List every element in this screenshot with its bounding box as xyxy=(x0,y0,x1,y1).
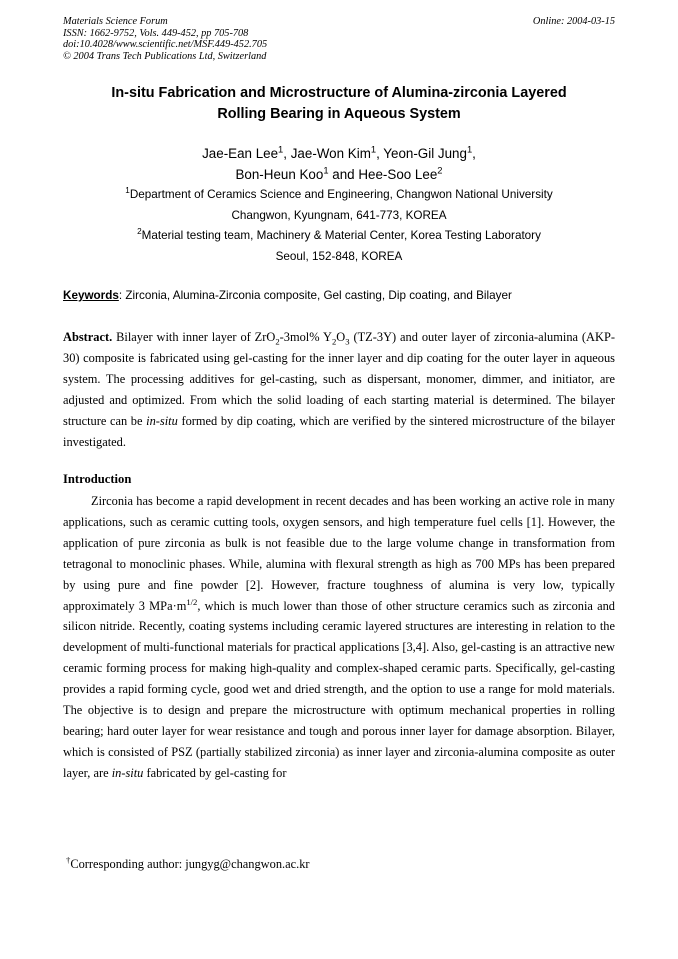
author-name: Hee-Soo Lee xyxy=(358,167,438,182)
author-affil-sup: 1 xyxy=(278,144,284,155)
title-line-2: Rolling Bearing in Aqueous System xyxy=(217,106,461,122)
author-affil-sup: 1 xyxy=(466,144,473,155)
keywords xyxy=(63,289,615,302)
abstract-text: (TZ-3Y) and outer layer of zirconia-alumina (AKP-30) composite is fabricated using gel-casting for the inner layer and dip coating for the outer layer in aqueous system. The processing additives for gel-casting, such as dispersant, monomer, dimmer, and initiator, are adjusted and optimized. From which the solid loading of each starting material is determined. The bilayer structure can be xyxy=(63,330,615,428)
affiliation-text: Material testing team, Machinery & Material Center, Korea Testing Laboratory xyxy=(141,229,541,242)
keywords-text: : Zirconia, Alumina-Zirconia composite, Gel casting, Dip coating, and Bilayer xyxy=(118,289,512,302)
affiliation-2-line-1 xyxy=(60,227,618,244)
affiliation-sup: 2 xyxy=(137,227,142,237)
footnote xyxy=(66,854,310,872)
body-text: Zirconia has become a rapid development in recent decades and has been working an active role in many applications, such as ceramic cutting tools, oxygen sensors, and high temperature fuel cells [1]. However, the application of pure zirconia as bulk is not feasible due to the large volume change in transformation from tetragonal to monoclinic phases. While, alumina with flexural strength as high as 700 MPs has been prepared by using pure and fine powder [2]. However, fracture toughness of alumina is very low, typically approximately 3 MPa·m xyxy=(63,494,615,613)
introduction-body xyxy=(63,491,615,784)
separator: and xyxy=(332,167,355,182)
journal-header xyxy=(63,16,267,62)
journal-name: Materials Science Forum xyxy=(63,16,168,27)
superscript: 1/2 xyxy=(186,596,198,607)
affiliation-address: Seoul, 152-848, KOREA xyxy=(275,250,403,263)
affiliation-address: Changwon, Kyungnam, 641-773, KOREA xyxy=(231,209,447,222)
paper-title xyxy=(60,83,618,125)
author-affil-sup: 2 xyxy=(437,165,443,176)
separator: , xyxy=(283,146,287,161)
subscript: 3 xyxy=(345,336,350,347)
authors-line-1 xyxy=(60,143,618,164)
author-name: Yeon-Gil Jung xyxy=(383,146,467,161)
abstract-text: O xyxy=(336,330,346,344)
abstract-text: Bilayer with inner layer of ZrO xyxy=(112,330,276,344)
author-name: Jae-Won Kim xyxy=(290,146,371,161)
abstract-text: -3mol% Y xyxy=(279,330,332,344)
abstract xyxy=(63,327,615,452)
online-date: Online: 2004-03-15 xyxy=(532,16,615,27)
subscript: 2 xyxy=(331,336,337,347)
affiliation-sup: 1 xyxy=(125,186,130,196)
author-name: Bon-Heun Koo xyxy=(235,167,324,182)
affiliation-1 xyxy=(60,186,618,224)
author-affil-sup: 1 xyxy=(323,165,329,176)
authors-line-2 xyxy=(60,164,618,185)
affiliation-2 xyxy=(60,227,618,265)
doi-line: doi:10.4028/www.scientific.net/MSF.449-452.705 xyxy=(63,39,268,50)
title-line-1: In-situ Fabrication and Microstructure of Alumina-zirconia Layered xyxy=(111,85,567,101)
author-list xyxy=(60,143,618,185)
footnote-mark: † xyxy=(66,854,71,865)
separator: , xyxy=(472,146,476,161)
keywords-label: Keywords xyxy=(63,289,119,302)
subscript: 2 xyxy=(275,336,280,347)
abstract-text: formed by dip coating, which are verified by the sintered microstructure of the bilayer investigated. xyxy=(63,413,615,449)
body-italic: in-situ xyxy=(111,765,144,780)
copyright-line: © 2004 Trans Tech Publications Ltd, Switzerland xyxy=(63,50,267,62)
affiliation-1-line-1 xyxy=(60,186,618,203)
issn-line: ISSN: 1662-9752, Vols. 449-452, pp 705-708 xyxy=(63,27,249,39)
body-text: fabricated by gel-casting for xyxy=(143,765,287,780)
author-name: Jae-Ean Lee xyxy=(202,146,279,161)
author-affil-sup: 1 xyxy=(370,144,377,155)
footnote-text: Corresponding author: jungyg@changwon.ac.kr xyxy=(70,857,310,871)
body-text: , which is much lower than those of other structure ceramics such as zirconia and silicon nitride. Recently, coating systems including ceramic layered structures are interesting in relation to the development of multi-functional materials for practical applications [3,4]. Also, gel-casting is an attractive new ceramic forming process for making high-quality and complex-shaped ceramic parts. Specifically, gel-casting provides a rapid forming cycle, good wet and dried strength, and the option to use a range for mold materials. The objective is to design and prepare the microstructure with optimum mechanical properties in rolling bearing; hard outer layer for wear resistance and tough and porous inner layer for damage absorption. Bilayer, which is consisted of PSZ (partially stabilized zirconia) as inner layer and zirconia-alumina composite as outer layer, are xyxy=(63,598,615,780)
section-heading-introduction: Introduction xyxy=(63,472,132,486)
abstract-label: Abstract. xyxy=(63,330,113,344)
affiliation-text: Department of Ceramics Science and Engineering, Changwon National University xyxy=(129,188,553,201)
separator: , xyxy=(376,146,380,161)
abstract-italic: in-situ xyxy=(146,413,178,428)
